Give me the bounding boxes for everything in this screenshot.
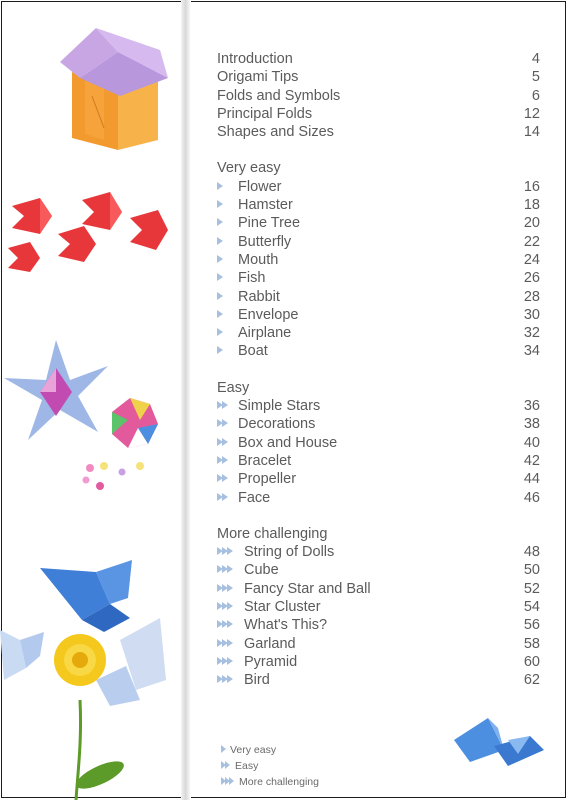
toc-label: Garland	[244, 635, 296, 652]
toc-page-number: 12	[523, 105, 540, 122]
level-1-arrow-icon	[217, 273, 222, 283]
level-3-arrow-icon	[221, 777, 233, 787]
toc-label: Cube	[244, 562, 279, 579]
toc-entry[interactable]	[217, 342, 540, 360]
toc-page-number: 56	[523, 617, 540, 634]
toc-entry[interactable]	[217, 105, 540, 123]
toc-label: Bird	[244, 672, 270, 689]
level-1-arrow-icon	[217, 218, 222, 228]
toc-entry[interactable]	[217, 580, 540, 598]
toc-page-number: 34	[523, 343, 540, 360]
toc-page-number: 60	[523, 653, 540, 670]
toc-page-number: 6	[531, 87, 540, 104]
toc-entry[interactable]	[217, 324, 540, 342]
level-2-arrow-icon	[217, 438, 227, 448]
toc-entry[interactable]	[217, 288, 540, 306]
toc-page-number: 16	[523, 178, 540, 195]
legend-label: More challenging	[239, 776, 319, 788]
toc-label: Bracelet	[238, 452, 292, 469]
toc-page-number: 48	[523, 544, 540, 561]
toc-label: Pine Tree	[238, 215, 301, 232]
very-easy-section	[217, 159, 540, 360]
table-of-contents	[217, 50, 540, 690]
origami-star-image	[4, 340, 108, 440]
toc-label: Shapes and Sizes	[217, 124, 334, 141]
level-2-arrow-icon	[217, 401, 227, 411]
level-3-arrow-icon	[217, 565, 232, 575]
front-matter-section	[217, 50, 540, 141]
easy-section	[217, 379, 540, 507]
level-3-arrow-icon	[217, 657, 232, 667]
toc-page-number: 22	[523, 233, 540, 250]
level-2-arrow-icon	[221, 761, 229, 771]
toc-label: Folds and Symbols	[217, 87, 341, 104]
level-2-arrow-icon	[217, 493, 227, 503]
toc-label: Principal Folds	[217, 105, 313, 122]
toc-entry[interactable]	[217, 598, 540, 616]
toc-page-number: 20	[523, 215, 540, 232]
legend-label: Very easy	[230, 744, 277, 756]
toc-page-number: 26	[523, 270, 540, 287]
level-1-arrow-icon	[221, 745, 225, 755]
toc-label: Fancy Star and Ball	[244, 580, 371, 597]
toc-page-number: 14	[523, 124, 540, 141]
origami-house-image	[60, 28, 168, 150]
toc-entry[interactable]	[217, 452, 540, 470]
level-1-arrow-icon	[217, 182, 222, 192]
origami-fish-image	[8, 192, 168, 272]
toc-label: Star Cluster	[244, 599, 321, 616]
section-heading: More challenging	[217, 525, 328, 542]
toc-entry[interactable]	[217, 196, 540, 214]
toc-page-number: 52	[523, 580, 540, 597]
toc-label: Origami Tips	[217, 69, 299, 86]
toc-label: Rabbit	[238, 288, 280, 305]
toc-entry[interactable]	[217, 434, 540, 452]
challenging-section	[217, 525, 540, 690]
toc-page-number: 32	[523, 325, 540, 342]
toc-entry[interactable]	[217, 671, 540, 689]
toc-entry[interactable]	[217, 87, 540, 105]
level-3-arrow-icon	[217, 547, 232, 557]
toc-label: Butterfly	[238, 233, 292, 250]
toc-page-number: 40	[523, 434, 540, 451]
toc-entry[interactable]	[217, 397, 540, 415]
toc-entry[interactable]	[217, 68, 540, 86]
toc-entry[interactable]	[217, 123, 540, 141]
toc-label: Propeller	[238, 471, 297, 488]
toc-entry[interactable]	[217, 616, 540, 634]
toc-page-number: 5	[531, 69, 540, 86]
level-1-arrow-icon	[217, 237, 222, 247]
toc-page-number: 18	[523, 197, 540, 214]
toc-entry[interactable]	[217, 233, 540, 251]
toc-label: Introduction	[217, 51, 293, 67]
level-3-arrow-icon	[217, 620, 232, 630]
toc-entry[interactable]	[217, 489, 540, 507]
toc-page-number: 30	[523, 306, 540, 323]
level-3-arrow-icon	[217, 639, 232, 649]
toc-label: Face	[238, 489, 271, 506]
page-gutter	[181, 0, 191, 800]
toc-page-number: 44	[523, 471, 540, 488]
toc-page-number: 24	[523, 251, 540, 268]
toc-entry[interactable]	[217, 251, 540, 269]
toc-entry[interactable]	[217, 561, 540, 579]
toc-page-number: 46	[523, 489, 540, 506]
toc-label: Decorations	[238, 416, 316, 433]
toc-page-number: 4	[531, 51, 540, 67]
level-1-arrow-icon	[217, 255, 222, 265]
toc-entry[interactable]	[217, 50, 540, 68]
toc-label: Fish	[238, 270, 266, 287]
level-3-arrow-icon	[217, 675, 232, 685]
toc-entry[interactable]	[217, 214, 540, 232]
toc-page-number: 36	[523, 398, 540, 415]
toc-label: Box and House	[238, 434, 338, 451]
toc-label: Envelope	[238, 306, 299, 323]
toc-label: Hamster	[238, 197, 293, 214]
toc-entry[interactable]	[217, 269, 540, 287]
toc-label: What's This?	[244, 617, 328, 634]
toc-entry[interactable]	[217, 306, 540, 324]
toc-label: Airplane	[238, 325, 292, 342]
origami-ball-image	[112, 398, 158, 448]
toc-page-number: 58	[523, 635, 540, 652]
level-1-arrow-icon	[217, 328, 222, 338]
toc-page-number: 28	[523, 288, 540, 305]
toc-entry[interactable]	[217, 635, 540, 653]
toc-page-number: 62	[523, 672, 540, 689]
toc-entry[interactable]	[217, 415, 540, 433]
toc-label: Pyramid	[244, 653, 298, 670]
toc-entry[interactable]	[217, 653, 540, 671]
level-3-arrow-icon	[217, 584, 232, 594]
flower-image	[54, 634, 127, 800]
toc-label: String of Dolls	[244, 544, 335, 561]
toc-entry[interactable]	[217, 178, 540, 196]
section-heading: Easy	[217, 379, 250, 396]
origami-illustrations	[0, 0, 181, 800]
toc-entry[interactable]	[217, 470, 540, 488]
toc-page-number: 38	[523, 416, 540, 433]
level-3-arrow-icon	[217, 602, 232, 612]
toc-label: Flower	[238, 178, 282, 195]
toc-label: Simple Stars	[238, 398, 321, 415]
origami-boat-image	[448, 710, 548, 772]
level-2-arrow-icon	[217, 419, 227, 429]
toc-page-number: 50	[523, 562, 540, 579]
beads-image	[83, 462, 145, 490]
toc-label: Mouth	[238, 251, 279, 268]
level-1-arrow-icon	[217, 200, 222, 210]
section-heading: Very easy	[217, 160, 281, 177]
level-2-arrow-icon	[217, 474, 227, 484]
toc-page-number: 42	[523, 452, 540, 469]
level-1-arrow-icon	[217, 346, 222, 356]
toc-page-number: 54	[523, 599, 540, 616]
toc-label: Boat	[238, 343, 268, 360]
toc-entry[interactable]	[217, 543, 540, 561]
level-2-arrow-icon	[217, 456, 227, 466]
level-1-arrow-icon	[217, 292, 222, 302]
legend-label: Easy	[235, 760, 259, 772]
level-1-arrow-icon	[217, 310, 222, 320]
